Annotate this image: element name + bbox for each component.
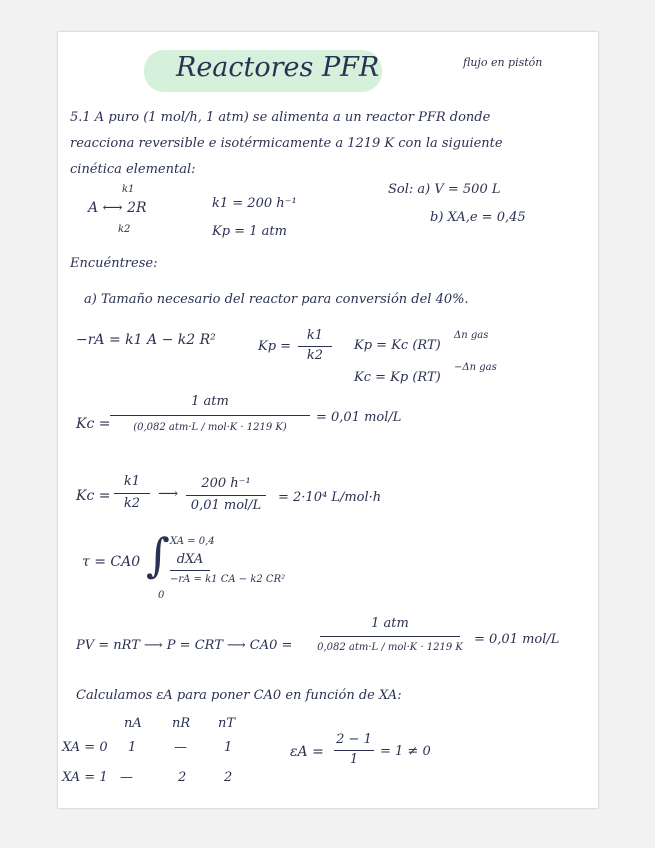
kc1-left: Kc = (76, 416, 111, 432)
table-row0-label: XA = 0 (62, 740, 108, 755)
kc2-numerator: k1 (123, 474, 141, 489)
kc2-left: Kc = (76, 488, 111, 504)
solution-b: b) XA,e = 0,45 (430, 210, 526, 225)
tau-left: τ = CA0 (82, 554, 141, 570)
ca0-result: = 0,01 mol/L (474, 632, 560, 647)
kc2-result: = 2·10⁴ L/mol·h (278, 490, 382, 505)
integral-upper-limit: XA = 0,4 (170, 536, 215, 547)
integral-lower-limit: 0 (158, 590, 165, 601)
kc1-numerator: 1 atm (191, 394, 229, 409)
table-row0-nr: — (174, 740, 187, 755)
kc1-fraction-bar (110, 415, 310, 416)
problem-line-2: reacciona reversible e isotérmicamente a 1219 K con la siguiente (70, 136, 503, 151)
table-row1-nt: 2 (224, 770, 233, 785)
reaction: A ⟷ 2R (88, 200, 147, 216)
table-row1-na: — (120, 770, 133, 785)
page-title: Reactores PFR (176, 52, 380, 83)
ca0-fraction-bar (320, 636, 460, 637)
ca0-denominator: 0,082 atm·L / mol·K · 1219 K (317, 642, 463, 653)
tau-numerator: dXA (176, 552, 204, 567)
kp-left: Kp = (258, 339, 292, 354)
kc2-numerator-2: 200 h⁻¹ (201, 476, 251, 491)
ideal-gas-line: PV = nRT ⟶ P = CRT ⟶ CA0 = (76, 638, 293, 653)
epsilon-numerator: 2 − 1 (336, 732, 372, 747)
page-subtitle: flujo en pistón (463, 56, 543, 69)
table-header-nr: nR (172, 716, 191, 731)
encuentrese-label: Encuéntrese: (70, 256, 158, 271)
problem-line-3: cinética elemental: (70, 162, 196, 177)
solution-a: Sol: a) V = 500 L (388, 182, 501, 197)
integral-sign: ∫ (146, 528, 170, 582)
kp-relation-exp: Δn gas (454, 330, 489, 341)
kc1-result: = 0,01 mol/L (316, 410, 402, 425)
kc2-arrow: ⟶ (158, 486, 179, 502)
tau-denominator: −rA = k1 CA − k2 CR² (170, 574, 286, 585)
notebook-page (58, 32, 598, 808)
kp-value: Kp = 1 atm (212, 224, 287, 239)
ca0-numerator: 1 atm (371, 616, 409, 631)
kc2-denominator-2: 0,01 mol/L (190, 498, 262, 513)
table-row0-nt: 1 (224, 740, 233, 755)
k2-label: k2 (118, 224, 131, 235)
kp-fraction-bar (298, 346, 332, 347)
part-a: a) Tamaño necesario del reactor para conversión del 40%. (84, 292, 469, 307)
epsilon-denominator: 1 (349, 752, 359, 767)
kc2-denominator: k2 (123, 496, 141, 511)
kc2-fraction-bar-2 (186, 495, 266, 496)
kp-denominator: k2 (306, 348, 324, 363)
table-row1-label: XA = 1 (62, 770, 108, 785)
epsilon-fraction-bar (334, 750, 374, 751)
kc2-fraction-bar (114, 493, 150, 494)
table-row1-nr: 2 (178, 770, 187, 785)
table-row0-na: 1 (128, 740, 137, 755)
epsilon-left: εA = (290, 744, 324, 760)
problem-line-1: 5.1 A puro (1 mol/h, 1 atm) se alimenta a un reactor PFR donde (70, 110, 491, 125)
kp-numerator: k1 (306, 328, 324, 343)
tau-fraction-bar (170, 570, 210, 571)
table-header-na: nA (124, 716, 142, 731)
table-header-nt: nT (218, 716, 236, 731)
kp-relation: Kp = Kc (RT) (354, 338, 441, 353)
k1-label: k1 (122, 184, 135, 195)
kc-relation: Kc = Kp (RT) (354, 370, 441, 385)
kc-relation-exp: −Δn gas (454, 362, 497, 373)
kc1-denominator: (0,082 atm·L / mol·K · 1219 K) (133, 422, 287, 433)
epsilon-result: = 1 ≠ 0 (380, 744, 431, 759)
calc-epsilon-text: Calculamos εA para poner CA0 en función de XA: (76, 688, 402, 703)
rate-equation: −rA = k1 A − k2 R² (76, 332, 216, 348)
k1-value: k1 = 200 h⁻¹ (212, 196, 297, 211)
